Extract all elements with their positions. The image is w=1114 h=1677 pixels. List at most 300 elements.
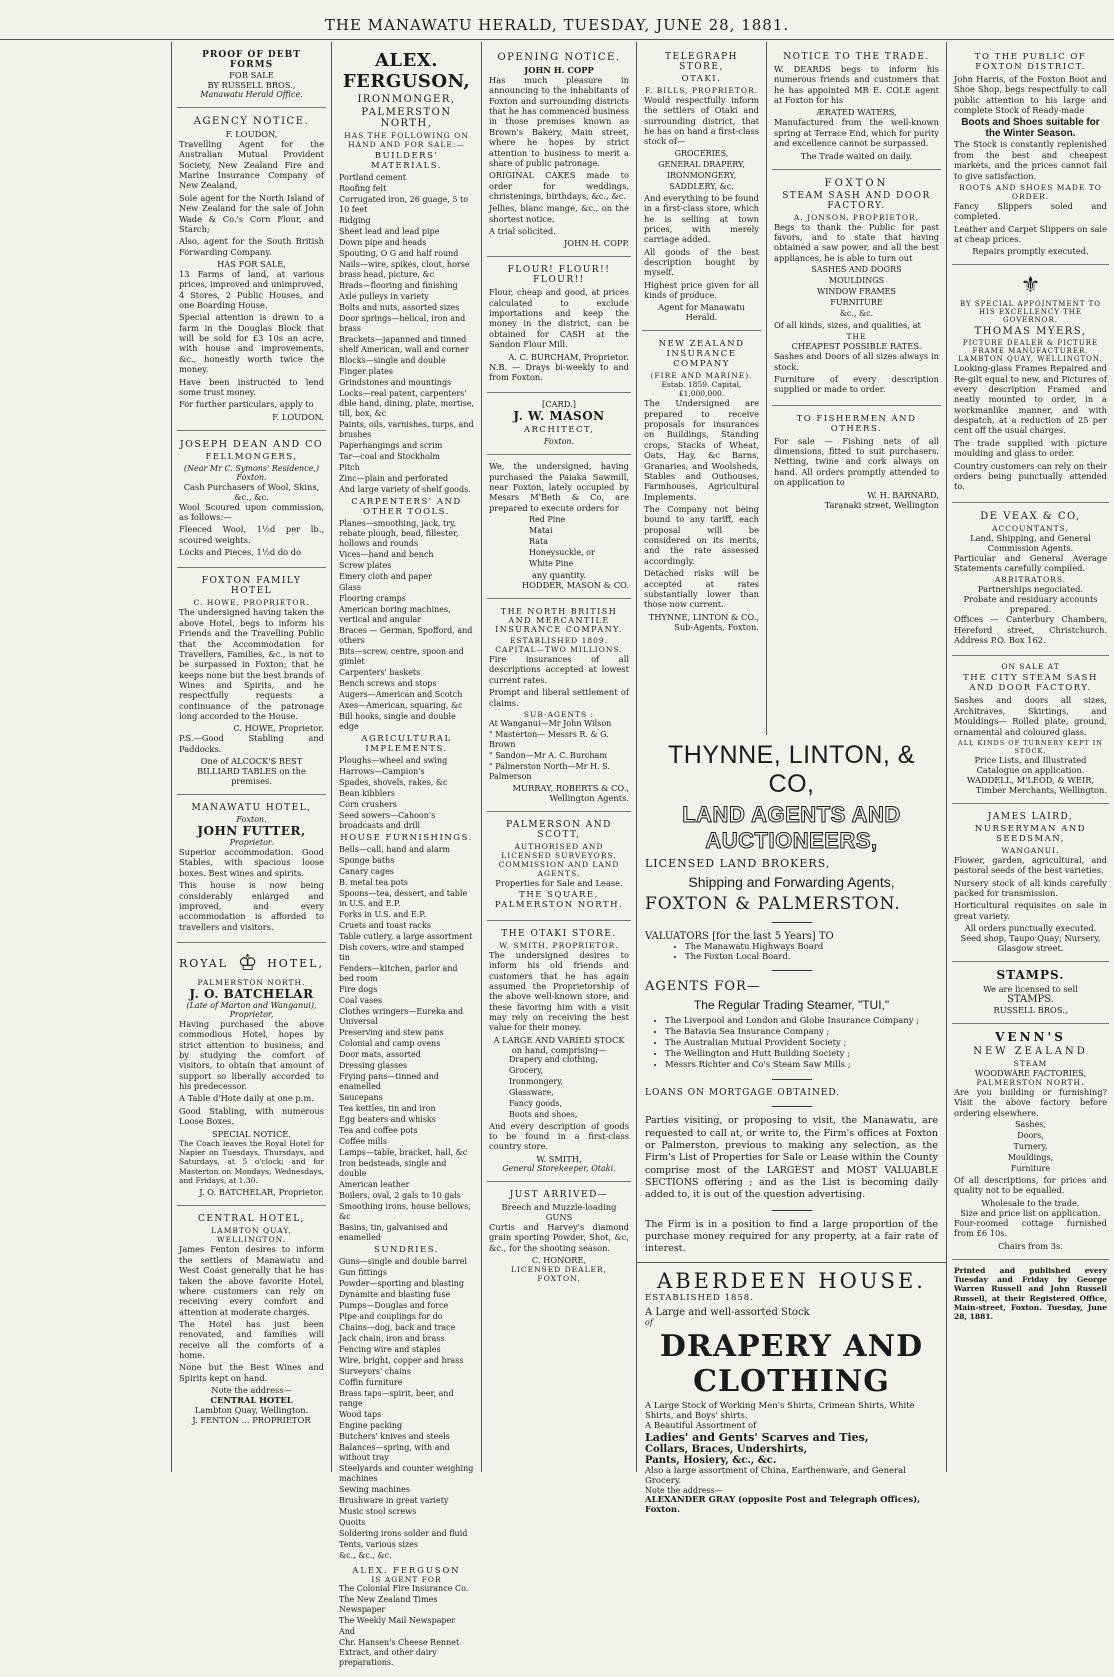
list-item: &c., &c.: [839, 308, 874, 318]
list-item: " Masterton— Messrs R. & G. Brown: [489, 729, 609, 749]
dean-cash: Cash Purchasers of Wool, Skins, &c., &c.: [183, 481, 320, 502]
arrived-sign: C. HONORE,: [531, 1254, 587, 1265]
list-item: Spouting, O G and half round: [339, 249, 459, 258]
sundries-list: [339, 1257, 474, 1561]
list-item: GROCERIES,: [674, 148, 729, 158]
list-item: Brads—flooring and finishing: [339, 281, 458, 290]
list-item: Music stool screws: [339, 1507, 417, 1516]
list-item: Screw plates: [339, 561, 392, 570]
harris-stock: The Stock is constantly replenished from the best and cheapest markets, and the prices cannot fail to give satisfaction.: [954, 139, 1107, 181]
deveax-agents: Land, Shipping, and General Commission Agents.: [970, 532, 1091, 553]
nz-sub: (FIRE AND MARINE).: [650, 371, 753, 381]
otaki-items-list: [489, 1055, 629, 1120]
foxton-prop: C. HOWE, PROPRIETOR.: [193, 598, 310, 608]
list-item: Bench screws and stops: [339, 679, 437, 688]
list-item: Butchers' knives and steels: [339, 1432, 450, 1441]
venn-woodware: WOODWARE FACTORIES,: [974, 1068, 1087, 1079]
tel-title: TELEGRAPH STORE,: [665, 52, 738, 72]
manawatu-hotel-ad: [177, 795, 326, 943]
companies-list: [645, 1016, 938, 1071]
mason-ad: [487, 393, 631, 455]
nz-sign: THYNNE, LINTON & CO., Sub-Agents, Foxton.: [648, 611, 759, 632]
palmerson-scott-ad: [487, 812, 631, 921]
shipping-agents: Shipping and Forwarding Agents,: [688, 874, 895, 890]
ferguson-h-agricultural: AGRICULTURAL IMPLEMENTS.: [361, 734, 452, 754]
list-item: Quoits: [339, 1518, 366, 1527]
imprint: [952, 1260, 1109, 1332]
arrived-head: JUST ARRIVED—: [509, 1189, 609, 1200]
ferguson-sign: ALEX. FERGUSON: [352, 1565, 461, 1575]
venn-name: VENN'S: [995, 1030, 1066, 1045]
dean-addr: (Near Mr C. Symons' Residence,) Foxton.: [183, 463, 320, 482]
list-item: Roofing felt: [339, 184, 387, 193]
nbm-agents-list: [489, 719, 629, 782]
otaki-store-ad: [487, 921, 631, 1182]
arrived-text: Breech and Muzzle-loading GUNS: [501, 1201, 617, 1222]
nbm-sign: MURRAY, ROBERTS & CO., Wellington Agents.: [512, 782, 629, 803]
list-item: Iron bedsteads, single and double: [339, 1159, 447, 1178]
central-addr2: Lambton Quay, Wellington.: [194, 1405, 309, 1416]
list-item: Corrugated iron, 26 guage, 5 to 10 feet: [339, 195, 469, 214]
laird-text3: Horticultural requisites on sale in great variety.: [954, 900, 1107, 921]
nz-title: NEW ZEALAND INSURANCE COMPANY: [658, 339, 745, 370]
list-item: Axes—American, squaring, &c: [339, 701, 463, 710]
central-addr1: CENTRAL HOTEL: [210, 1395, 293, 1406]
list-item: Drapery and clothing,: [509, 1054, 598, 1064]
list-item: Grindstones and mountings: [339, 378, 452, 387]
tel-text3: All goods of the best description bought by myself.: [644, 246, 759, 278]
list-item: Matai: [529, 526, 553, 536]
list-item: Egg beaters and whisks: [339, 1115, 436, 1124]
list-item: Chr. Hansen's Cheese Rennet Extract, and other dairy preparations.: [339, 1638, 460, 1667]
otaki-text: The undersigned desires to inform his old friends and customers that he has again assumed the Proprietorship of the above well-known store, and these favoring him with a visit may rely on receiving the best value for their money.: [489, 949, 629, 1033]
sash-text4: Furniture of every description supplied or made to order.: [774, 374, 939, 395]
deveax-sub: ACCOUNTANTS,: [992, 523, 1069, 533]
list-item: MOULDINGS: [828, 275, 885, 285]
list-item: Sashes,: [1015, 1120, 1046, 1130]
agency-lend: Have been instructed to lend some trust money.: [179, 376, 324, 397]
divider: [772, 1210, 812, 1211]
mh-name: JOHN FUTTER,: [197, 824, 306, 839]
mh-prop: Proprietor.: [229, 838, 274, 848]
ps-title: PALMERSON AND SCOTT,: [506, 819, 612, 840]
list-item: Brackets—japanned and tinned shelf American, wall and corner: [339, 335, 469, 354]
arrived-sign2: LICENSED DEALER, FOXTON.: [510, 1264, 608, 1283]
copp-ad: [487, 44, 631, 257]
list-item: • The Wellington and Hutt Building Society ;: [665, 1049, 938, 1060]
thynne-title: THYNNE, LINTON, & CO,: [668, 741, 915, 798]
opening-title: OPENING NOTICE.: [497, 52, 621, 63]
aberdeen-title: ABERDEEN HOUSE.: [657, 1268, 926, 1293]
sash-prop: A. JONSON, PROPRIETOR,: [793, 212, 920, 222]
foxton-hotel-ad: [177, 568, 326, 795]
list-item: Honeysuckle, or: [529, 548, 595, 558]
venn-place: PALMERSTON NORTH.: [976, 1078, 1085, 1088]
agencies-list: [339, 1584, 474, 1668]
column-2: [172, 42, 332, 1472]
assortment: A Beautiful Assortment of: [645, 1420, 757, 1431]
royal-coach: The Coach leaves the Royal Hotel for Napier on Tuesdays, Thursdays, and Saturdays, at 5 o'clock; and for Masterton on Mondays, Wednesdays, and Fridays, at 1.30.: [179, 1138, 324, 1186]
list-item: Surveyors' chains: [339, 1367, 411, 1376]
list-item: Sponge baths: [339, 856, 395, 865]
flour-nb: N.B. — Drays bi-weekly to and from Foxton.: [489, 361, 629, 382]
aberdeen-of: of: [645, 1317, 653, 1327]
list-item: • Messrs Richter and Co's Steam Saw Mills ;: [665, 1060, 938, 1071]
list-item: Paperhangings and scrim: [339, 441, 443, 450]
list-item: Ironmongery,: [509, 1076, 564, 1086]
flour-ad: [487, 257, 631, 393]
list-item: Glassware,: [509, 1087, 554, 1097]
list-item: Door mats, assorted: [339, 1050, 421, 1059]
loans-mortgage: LOANS ON MORTGAGE OBTAINED.: [645, 1088, 841, 1099]
list-item: Nails—wire, spikes, clout, horse brass head, picture, &c: [339, 260, 470, 279]
list-item: Jack chain, iron and brass: [339, 1334, 445, 1343]
ferguson-h-sundries: SUNDRIES.: [374, 1245, 439, 1255]
sash-title: STEAM SASH AND DOOR FACTORY.: [782, 190, 931, 211]
list-item: Doors,: [1017, 1131, 1044, 1141]
fish-sign: W. H. BARNARD,: [867, 489, 939, 500]
woods-list: [489, 515, 629, 569]
nz-text3: Detached risks will be accepted at rates substantially lower than those now current.: [644, 568, 759, 610]
list-item: Spoons—tea, dessert, and table in U.S. and E.P.: [339, 889, 468, 908]
list-item: Turnery,: [1013, 1142, 1048, 1152]
myers-place: LAMBTON QUAY, WELLINGTON.: [958, 355, 1103, 364]
licensed-brokers: LICENSED LAND BROKERS,: [645, 857, 831, 870]
proof-title: PROOF OF DEBT FORMS: [202, 50, 301, 70]
list-item: Ploughs—wheel and swing: [339, 756, 448, 765]
list-item: SASHES AND DOORS: [811, 264, 902, 274]
list-item: Mouldings,: [1007, 1153, 1054, 1163]
list-item: Emery cloth and paper: [339, 572, 432, 581]
column-4: [482, 42, 637, 1472]
city-sign2: Timber Merchants, Wellington.: [975, 784, 1107, 795]
list-item: American leather: [339, 1180, 410, 1189]
list-item: Boilers, oval, 2 gals to 10 gals: [339, 1191, 461, 1200]
list-item: Colonial and camp ovens: [339, 1039, 441, 1048]
myers-sub: PICTURE DEALER & PICTURE FRAME MANUFACTURER,: [962, 339, 1099, 356]
royal-coat-of-arms-icon: ⚜: [1020, 273, 1041, 299]
list-item: Portland cement: [339, 173, 406, 182]
agency-sign: F. LOUDON.: [272, 411, 324, 422]
stamps-head: STAMPS.: [996, 968, 1065, 983]
list-item: Spades, shovels, rakes, &c: [339, 778, 448, 787]
list-item: Engine packing: [339, 1421, 403, 1430]
tel-place: OTAKI.: [681, 74, 722, 84]
list-item: Tea and coffee pots: [339, 1126, 418, 1135]
list-item: " Palmerston North—Mr H. S. Palmerson: [489, 761, 610, 781]
royal-prop: Proprietor,: [229, 1009, 274, 1019]
list-item: Braces — German, Spofford, and others: [339, 626, 473, 645]
venn-q: Are you building or furnishing? Visit the above factory before ordering elsewhere.: [954, 1087, 1107, 1118]
also-china: Also a large assortment of China, Earthenware, and General Grocery.: [645, 1465, 906, 1486]
list-item: Fire dogs: [339, 985, 378, 994]
sash-text2: Of all kinds, sizes, and qualities, at: [774, 319, 921, 330]
harris-made: BOOTS AND SHOES MADE TO ORDER.: [959, 182, 1102, 201]
sash-the: THE: [846, 332, 867, 342]
ferguson-h-house: HOUSE FURNISHINGS.: [340, 833, 473, 843]
harris-fancy: Fancy Slippers soled and completed.: [954, 200, 1107, 222]
royal-place: PALMERSTON NORTH.: [197, 977, 306, 987]
sash-factory-ad: [772, 170, 941, 406]
list-item: The New Zealand Times Newspaper: [339, 1595, 438, 1614]
venn-wholesale: Wholesale to the trade.: [981, 1197, 1080, 1208]
deveax-name: DE VEAX & CO,: [980, 510, 1081, 522]
list-item: Red Pine: [529, 515, 566, 525]
royal-special: SPECIAL NOTICE.: [211, 1128, 291, 1139]
central-title: CENTRAL HOTEL,: [197, 1214, 306, 1225]
nbm-text: Fire insurances of all descriptions accepted at lowest current rates.: [489, 654, 629, 685]
gray-address: ALEXANDER GRAY (opposite Post and Telegraph Offices), Foxton.: [645, 1494, 921, 1515]
proof-office: Manawatu Herald Office.: [200, 90, 303, 99]
list-item: Bean kibblers: [339, 789, 395, 798]
royal-crest-icon: ♔: [237, 950, 258, 976]
column-news: [0, 42, 172, 1472]
list-item: Locks—real patent, carpenters' dble hand, dining, plate, mortise, till, box, &c: [339, 389, 474, 418]
laird-sub: NURSERYMAN AND SEEDSMAN,: [974, 823, 1087, 844]
nbm-capital: CAPITAL—TWO MILLIONS.: [495, 645, 623, 655]
list-item: Vices—hand and bench: [339, 550, 434, 559]
list-item: Smoothing irons, house bellows, &c: [339, 1202, 471, 1221]
agency-text: Travelling Agent for the Australian Mutual Provident Society, New Zealand Fire and Marine Insurance Company of New Zealand,: [179, 139, 324, 191]
list-item: Bill hooks, single and double edge: [339, 712, 456, 731]
list-item: Pitch: [339, 463, 360, 472]
venn-items-list: [954, 1120, 1107, 1174]
dean-fleeced: Fleeced Wool, 1½d per lb., scoured weights.: [179, 524, 324, 545]
list-item: Corn crushers: [339, 800, 397, 809]
mason-sub: ARCHITECT,: [523, 425, 595, 436]
list-item: Boots and shoes,: [509, 1109, 578, 1119]
list-item: Frying pans—tinned and enamelled: [339, 1072, 439, 1091]
list-item: Forks in U.S. and E.P.: [339, 910, 426, 919]
venn-size: Size and price list on application.: [960, 1207, 1101, 1218]
mason-name: J. W. MASON: [513, 409, 605, 424]
divider: [772, 1079, 812, 1080]
deveax-probate: Probate and residuary accounts prepared.: [963, 594, 1098, 615]
list-item: Furniture: [1010, 1164, 1051, 1174]
tui-steamer: The Regular Trading Steamer, "TUI,": [693, 998, 890, 1012]
list-item: Paints, oils, varnishes, turps, and brushes: [339, 420, 474, 439]
otaki-title: THE OTAKI STORE.: [501, 928, 617, 939]
list-item: Table cutlery, a large assortment: [339, 932, 473, 941]
myers-ad: [952, 265, 1109, 502]
fishermen-ad: [772, 406, 941, 518]
proof-of-debt-ad: [177, 44, 326, 108]
list-item: Saucepans: [339, 1093, 383, 1102]
list-item: Pipe and couplings for do: [339, 1312, 443, 1321]
venn-nz: NEW ZEALAND: [973, 1046, 1088, 1058]
tel-prop: F. BILLS, PROPRIETOR.: [644, 86, 759, 95]
list-item: Zinc—plain and perforated: [339, 474, 449, 483]
central-text3: None but the Best Wines and Spirits kept on hand.: [179, 1362, 324, 1383]
trade-title: NOTICE TO THE TRADE.: [783, 52, 930, 62]
venn-cottage: Four-roomed cottage furnished from £6 10s.: [954, 1217, 1107, 1239]
otaki-large: A LARGE AND VARIED STOCK: [493, 1034, 625, 1045]
list-item: Dressing glasses: [339, 1061, 408, 1070]
list-item: Planes—smoothing, jack, try, rebate plough, bead, fillester, hollows and rounds: [339, 519, 459, 548]
ps-sub: AUTHORISED AND LICENSED SURVEYORS, COMMISSION AND LAND AGENTS.: [498, 841, 620, 878]
otaki-sign2: General Storekeeper, Otaki.: [502, 1163, 616, 1173]
stamps-ad: [952, 962, 1109, 1024]
mh-text2: This house is now being considerably enlarged and improved, and every accommodation is afforded to travellers and visitors.: [179, 880, 324, 932]
list-item: Wood taps: [339, 1410, 382, 1419]
list-item: WINDOW FRAMES: [817, 286, 896, 296]
myers-text: Looking-glass Frames Repaired and Re-gilt equal to new, and Pictures of every description Framed and neatly mounted to order, in a workmanlike manner, and with despatch, at a reduction of 25 per cent off the usual charges.: [954, 363, 1107, 436]
north-british-ad: [487, 599, 631, 812]
ferguson-h-carpenters: CARPENTERS' AND OTHER TOOLS.: [351, 497, 462, 517]
sawmill-sign: HODDER, MASON & CO.: [521, 580, 629, 591]
laird-text4: All orders punctually executed.: [964, 923, 1097, 934]
list-item: • The Foxton Local Board.: [685, 952, 938, 962]
harris-boots: Boots and Shoes suitable for the Winter Season.: [961, 117, 1100, 140]
list-item: Fencing wire and staples: [339, 1345, 441, 1354]
parties-visiting: Parties visiting, or proposing to visit, the Manawatu, are requested to call at, or write to, the Firm's offices at Foxton or Palmerston, previous to making any selection, as the Firm's List of Properties for Sale or Lease within the County comprise most of the LARGEST and MOST VALUABLE SECTIONS offering ; and as the List is becoming daily added to, it is out of the question advertising.: [645, 1115, 938, 1201]
dean-ad: [177, 431, 326, 569]
sash-cheapest: CHEAPEST POSSIBLE RATES.: [791, 341, 922, 352]
list-item: Lamps—table, bracket, hall, &c: [339, 1148, 468, 1157]
tel-agent: Agent for Manawatu Herald.: [658, 302, 745, 323]
divider: [772, 922, 812, 923]
royal-name: J. O. BATCHELAR: [189, 986, 314, 1001]
otaki-prop: W. SMITH, PROPRIETOR.: [499, 940, 619, 950]
list-item: Gun fittings: [339, 1268, 387, 1277]
deveax-arb: ARBITRATORS.: [994, 575, 1067, 585]
list-item: Clothes wringers—Eureka and Universal: [339, 1007, 464, 1026]
list-item: Guns—single and double barrel: [339, 1257, 468, 1266]
list-item: Rata: [529, 537, 548, 547]
myers-appt: BY SPECIAL APPOINTMENT TO HIS EXCELLENCY THE GOVERNOR.: [959, 300, 1101, 325]
pants: Pants, Hosiery, &c., &c.: [645, 1454, 777, 1466]
arrived-text2: Curtis and Harvey's diamond grain sporting Powder, Shot, &c, &c., for the shooting season.: [489, 1221, 629, 1253]
honore-ad: [487, 1182, 631, 1291]
myers-name: THOMAS MYERS,: [974, 326, 1087, 338]
foxton-ps: P.S.—Good Stabling and Paddocks.: [179, 733, 324, 754]
ferguson-h-builders: BUILDERS' MATERIALS.: [370, 151, 442, 171]
copp-trial: A trial solicited.: [489, 226, 556, 237]
list-item: Sewing machines: [339, 1485, 410, 1494]
deveax-offices: Offices — Canterbury Chambers, Hereford street, Christchurch. Address P.O. Box 162.: [954, 614, 1107, 646]
list-item: Bits—screw, centre, spoon and gimlet: [339, 647, 464, 666]
list-item: Dish covers, wire and stamped tin: [339, 943, 465, 962]
flour-text: Flour, cheap and good, at prices calculated to exclude importations and keep the money in the district, can be obtained for CASH at the Sandon Flour Mill.: [489, 287, 629, 350]
central-text2: The Hotel has just been renovated, and families will receive all the comforts of a home.: [179, 1318, 324, 1361]
copp-jellies: Jellies, blanc mange, &c., on the shortest notice.: [489, 203, 629, 224]
stamps-text: We are licensed to sell: [983, 984, 1078, 995]
dean-locks: Locks and Pieces, 1½d do do: [179, 547, 302, 558]
list-item: And large variety of shelf goods.: [339, 485, 471, 494]
list-item: And: [339, 1627, 356, 1636]
list-item: The Weekly Mail Newspaper: [339, 1616, 456, 1625]
laird-text2: Nursery stock of all kinds carefully packed for transmission.: [954, 877, 1107, 898]
myers-text2: The trade supplied with picture moulding and glass to order.: [954, 437, 1107, 459]
boards-list: [645, 942, 938, 962]
copp-intro: JOHN H. COPP: [524, 65, 594, 75]
proof-forsale: FOR SALE: [229, 70, 274, 80]
list-item: SADDLERY, &c.: [669, 181, 734, 191]
central-note: Note the address—: [211, 1385, 292, 1396]
foxton-billiard: One of ALCOCK'S BEST BILLIARD TABLES on the premises.: [197, 756, 306, 787]
city-text: Sashes and doors all sizes, Architraves, Skirtings, and Mouldings— Rolled plate, ground, ornamental and coloured glass.: [954, 695, 1107, 737]
list-item: Glass: [339, 583, 361, 592]
house-list: [339, 845, 474, 1243]
dean-sub: FELLMONGERS,: [205, 451, 298, 462]
harris-ad: [952, 44, 1109, 265]
copp-cakes: ORIGINAL CAKES made to order for weddings, christenings, birthdays, &c., &c.: [489, 170, 629, 201]
agency-special: Special attention is drawn to a farm in the Douglas Block that will be sold for £3 10s an acre, with house and improvements, &c., honestly worth twice the money.: [179, 312, 324, 375]
list-item: At Wanganui—Mr John Wilson: [489, 718, 612, 728]
fish-title: TO FISHERMEN AND OTHERS.: [796, 413, 917, 434]
list-item: Brushware in great variety: [339, 1496, 449, 1505]
royal-left: ROYAL: [179, 956, 228, 970]
flour-head: FLOUR! FLOUR!! FLOUR!!: [507, 265, 611, 286]
foxton-title: FOXTON FAMILY HOTEL: [201, 576, 302, 597]
royal-late: (Late of Marton and Wanganui),: [186, 1000, 317, 1010]
otaki-sign: W. SMITH,: [536, 1153, 582, 1164]
sawmill-qty: any quantity.: [531, 570, 587, 581]
builders-list: [339, 173, 474, 495]
mason-card: [CARD.]: [541, 399, 577, 410]
aberdeen-large-stock: A Large and well-assorted Stock: [645, 1306, 810, 1318]
laird-ad: [952, 804, 1109, 962]
list-item: Balances—spring, with and without tray: [339, 1443, 450, 1462]
list-item: Harrows—Campion's: [339, 767, 425, 776]
list-item: American boring machines, vertical and angular: [339, 605, 451, 624]
sash-text: Begs to thank the Public for past favors, and to state that having obtained a saw power, and all the best appliances, he is able to turn out: [774, 221, 939, 263]
deveax-ad: [952, 503, 1109, 657]
list-item: Coffin furniture: [339, 1378, 403, 1387]
agency-hfs: HAS FOR SALE,: [217, 258, 286, 269]
drapery-clothing: DRAPERY AND CLOTHING: [659, 1328, 924, 1399]
telegraph-store-ad: [642, 44, 761, 331]
masthead: [0, 0, 1114, 40]
fish-text: For sale — Fishing nets of all dimensions, fitted to suit purchasers. Netting, twine and cork always on hand. All orders promptly attended to on application to: [774, 435, 939, 488]
ferguson-agent-for: IS AGENT FOR: [371, 1575, 442, 1584]
harris-head: TO THE PUBLIC OF FOXTON DISTRICT.: [974, 52, 1087, 72]
sash-text3: Sashes and Doors of all sizes always in stock.: [774, 351, 939, 372]
venn-ad: [952, 1024, 1109, 1260]
list-item: FURNITURE: [830, 297, 883, 307]
trade-notice-ad: [772, 44, 941, 170]
carpenters-list: [339, 519, 474, 732]
nbm-title: THE NORTH BRITISH AND MERCANTILE INSURANCE COMPANY.: [495, 607, 623, 635]
laird-place: WANGANUI.: [1001, 845, 1060, 855]
foxton-sign: C. HOWE, Proprietor.: [233, 723, 324, 734]
column-7: [947, 42, 1114, 1472]
list-item: Canary cages: [339, 867, 394, 876]
collars: Collars, Braces, Undershirts,: [645, 1443, 808, 1455]
ladies-gents: Ladies' and Gents' Scarves and Ties,: [645, 1430, 869, 1444]
divider: [772, 1106, 812, 1107]
tel-text4: Highest price given for all kinds of produce.: [644, 279, 759, 301]
agency-particulars: For further particulars, apply to: [179, 399, 314, 410]
column-3: [332, 42, 482, 1667]
city-sash-ad: [952, 656, 1109, 803]
land-agents-title: LAND AGENTS AND AUCTIONEERS,: [682, 802, 901, 853]
foxton-text: The undersigned having taken the above Hotel, begs to inform his Friends and the Travelling Public that the Accommodation for Travellers, Families, &c., is not to be surpassed in Foxton; that he keeps none but the best brands of Wines and Spirits, and he respectfully requests a continuance of the patronage long accorded to the House.: [179, 607, 324, 722]
divider: [772, 970, 812, 971]
list-item: Axle pulleys in variety: [339, 292, 429, 301]
trade-text2: Manufactured from the well-known spring at Terrace End, which for purity and excellence cannot be surpassed.: [774, 117, 939, 149]
list-item: Finger plates: [339, 367, 393, 376]
city-price: Price Lists, and Illustrated Catalogue on application.: [974, 754, 1087, 775]
thynne-linton-block: [637, 735, 947, 1515]
trade-aerated: ÆRATED WATERS,: [816, 107, 897, 118]
list-item: Tar—coal and Stockholm: [339, 452, 441, 461]
agency-text2: Sole agent for the North Island of New Zealand for the sale of John Wade & Co.'s Corn Flour, and Starch;: [179, 192, 324, 234]
harris-repairs: Repairs promptly executed.: [972, 246, 1089, 257]
list-item: Tea kettles, tin and iron: [339, 1104, 436, 1113]
mh-text: Superior accommodation. Good Stables, with spacious loose boxes. Best wines and spirits.: [179, 847, 324, 878]
agency-notice-ad: [177, 108, 326, 431]
